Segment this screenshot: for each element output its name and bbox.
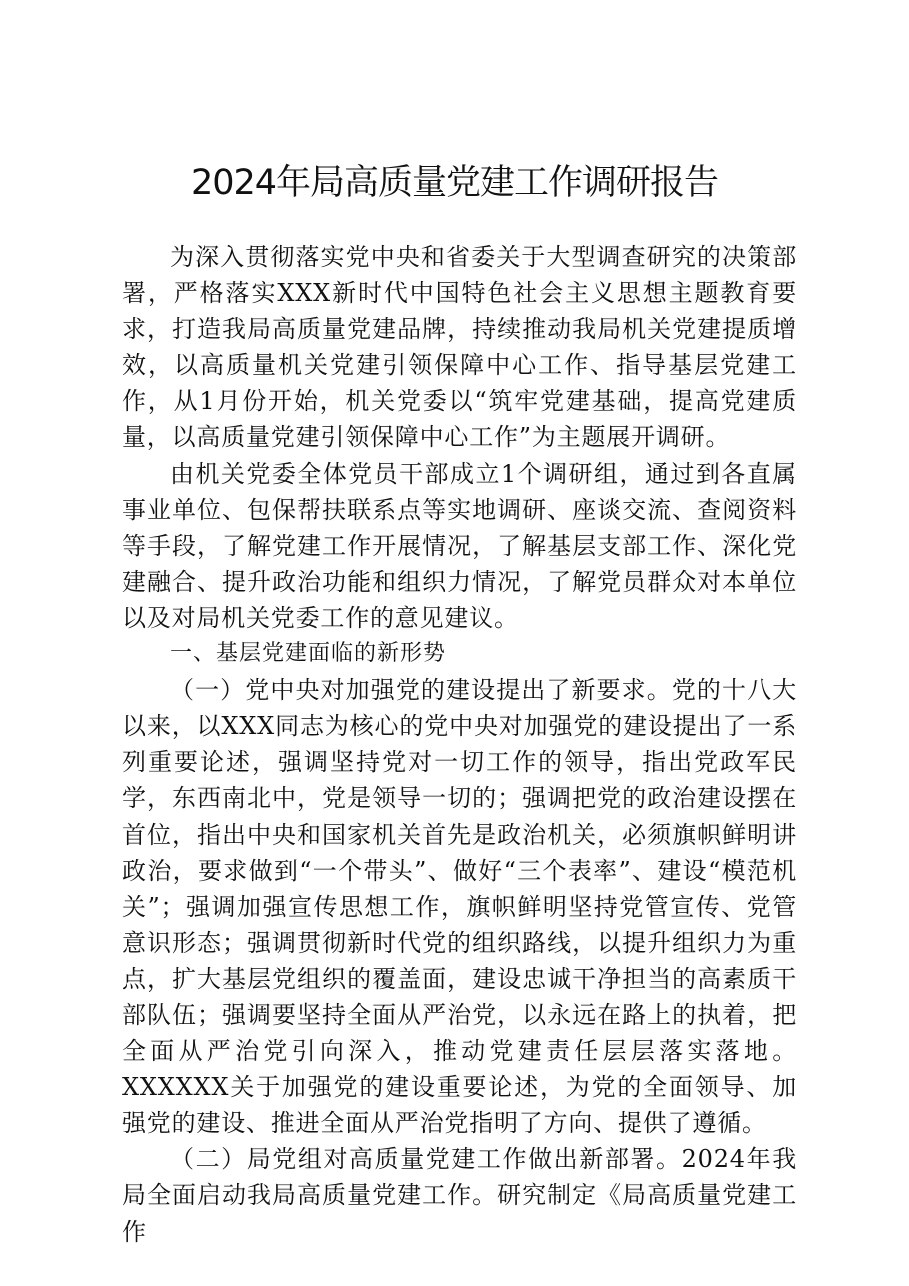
- document-body: [122, 239, 797, 1250]
- section-heading: 一、基层党建面临的新形势: [170, 641, 447, 667]
- intro-paragraph-2: 由机关党委全体党员干部成立1个调研组，通过到各直属事业单位、包保帮扶联系点等实地调研、座谈交流、查阅资料等手段，了解党建工作开展情况，了解基层支部工作、深化党建融合、提升政治功能和组织力情况，了解党员群众对本单位以及对局机关党委工作的意见建议。: [122, 459, 797, 632]
- section-item-1-text: 党的十八大以来，以XXX同志为核心的党中央对加强党的建设提出了一系列重要论述，强调坚持党对一切工作的领导，指出党政军民学，东西南北中，党是领导一切的；强调把党的政治建设摆在首位，指出中央和国家机关首先是政治机关，必须旗帜鲜明讲政治，要求做到“一个带头”、做好“三个表率”、建设“模范机关”；强调加强宣传思想工作，旗帜鲜明坚持党管宣传、党管意识形态；强调贯彻新时代党的组织路线，以提升组织力为重点，扩大基层党组织的覆盖面，建设忠诚干净担当的高素质干部队伍；强调要坚持全面从严治党，以永远在路上的执着，把全面从严治党引向深入，推动党建责任层层落实落地。XXXXXX关于加强党的建设重要论述，为党的全面领导、加强党的建设、推进全面从严治党指明了方向、提供了遵循。: [122, 676, 798, 1138]
- section-item-2-text: 2024年我局全面启动我局高质量党建工作。研究制定《局高质量党建工作: [122, 1145, 797, 1246]
- section-item-1: [122, 672, 797, 1141]
- section-item-2-lead: （二）局党组对高质量党建工作做出新部署。: [170, 1145, 682, 1174]
- section-item-2: [122, 1141, 797, 1249]
- intro-paragraph-1: 为深入贯彻落实党中央和省委关于大型调查研究的决策部署，严格落实XXX新时代中国特色社会主义思想主题教育要求，打造我局高质量党建品牌，持续推动我局机关党建提质增效，以高质量机关党建引领保障中心工作、指导基层党建工作，从1月份开始，机关党委以“筑牢党建基础，提高党建质量，以高质量党建引领保障中心工作”为主题展开调研。: [122, 243, 797, 452]
- document-title: 2024年局高质量党建工作调研报告: [190, 163, 719, 203]
- section-item-1-lead: （一）党中央对加强党的建设提出了新要求。: [170, 676, 672, 705]
